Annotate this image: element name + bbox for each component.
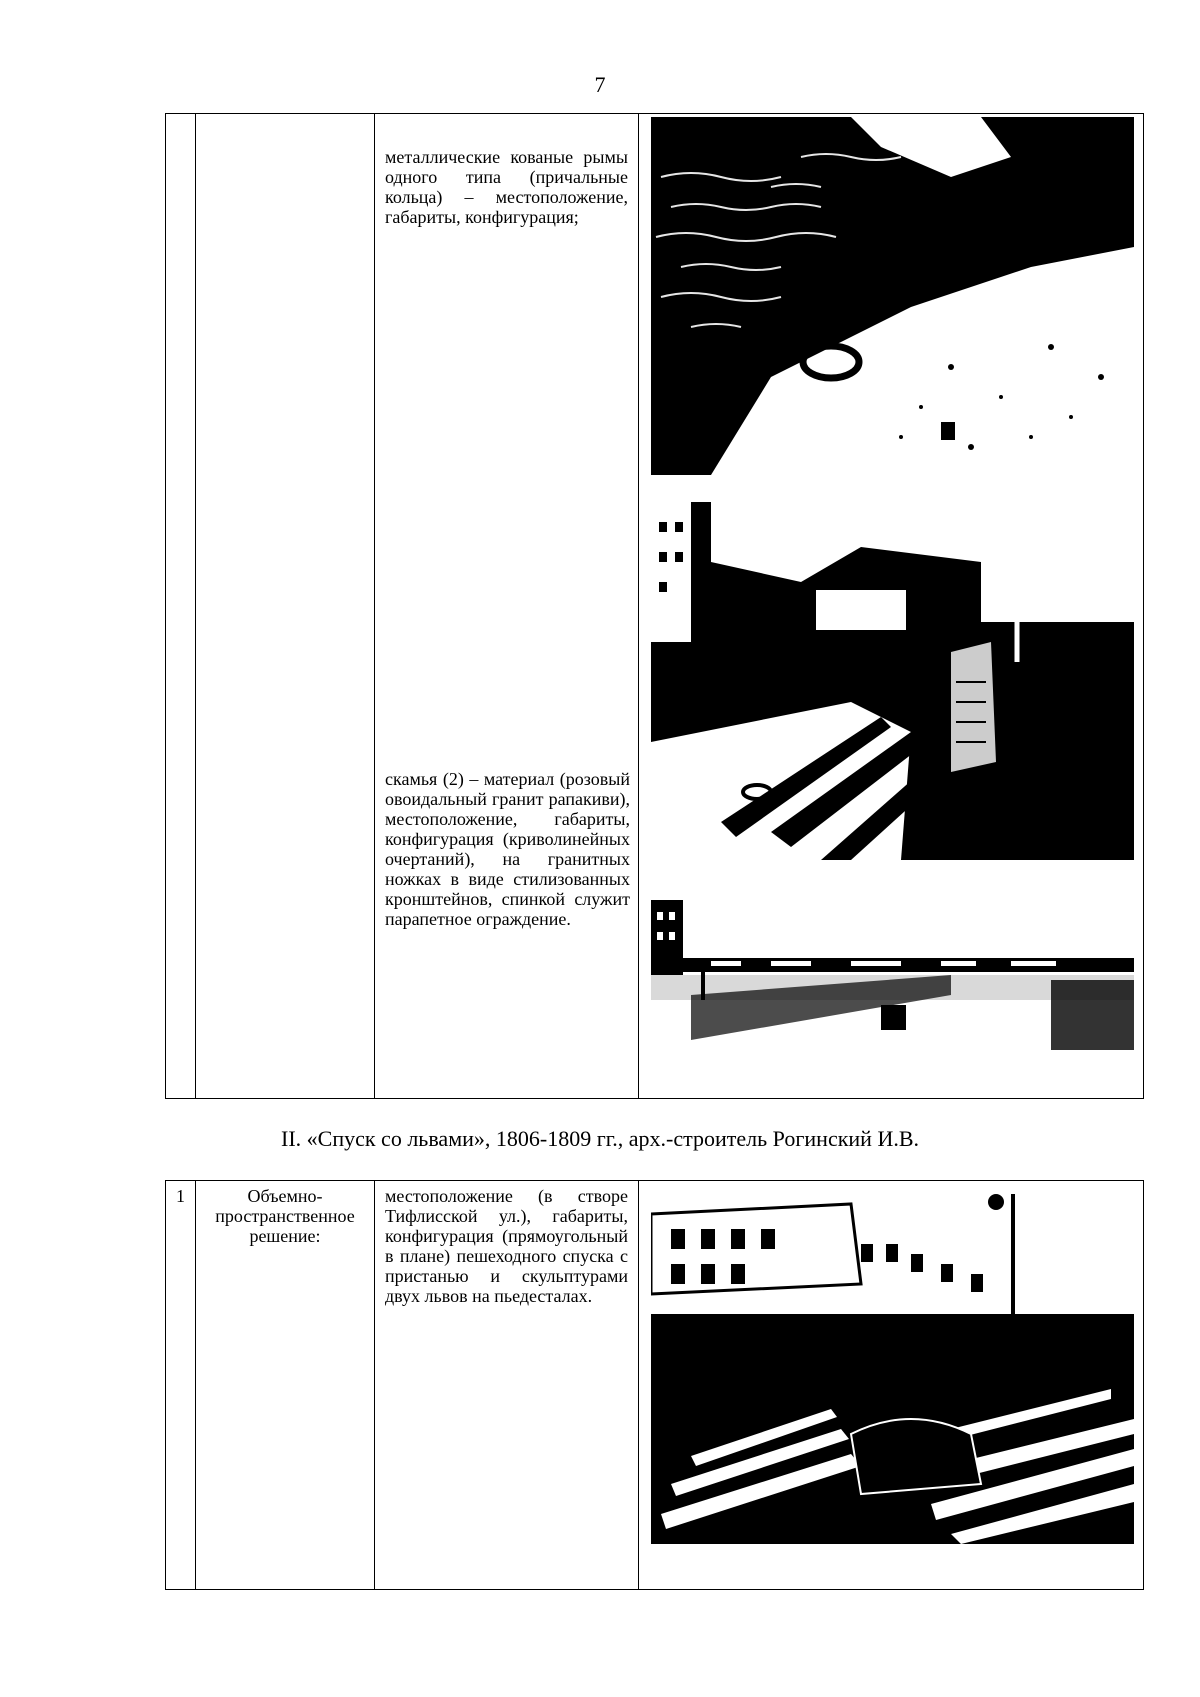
row-label-cell bbox=[196, 1181, 375, 1590]
row-number-cell bbox=[166, 114, 196, 1099]
page-number: 7 bbox=[594, 72, 606, 97]
description-cell bbox=[375, 1181, 639, 1590]
section-heading: II. «Спуск со львами», 1806-1809 гг., арх.-строитель Рогинский И.В. bbox=[281, 1126, 919, 1151]
mooring-ring-photo bbox=[651, 117, 1134, 475]
mooring-rings-description: металлические кованые рымы одного типа (причальные кольца) – местоположение, габариты, конфигурация; bbox=[385, 147, 628, 227]
bench-description: скамья (2) – материал (розовый овоидальный гранит рапакиви), местоположение, габариты, конфигурация (криволинейных очертаний), на гранитных ножках в виде стилизованных кронштейнов, спинкой служит парапетное ограждение. bbox=[385, 769, 630, 929]
row-number: 1 bbox=[176, 1186, 185, 1206]
embankment-panorama-photo bbox=[651, 900, 1134, 1060]
row-number-cell bbox=[166, 1181, 196, 1590]
row-label: Объемно-пространственное решение: bbox=[215, 1186, 355, 1246]
embankment-bench-photo bbox=[651, 502, 1134, 860]
description-cell bbox=[375, 114, 639, 1099]
row-label-cell bbox=[196, 114, 375, 1099]
lion-descent-photo bbox=[651, 1184, 1134, 1544]
descent-description: местоположение (в створе Тифлисской ул.), габариты, конфигурация (прямоугольный в плане) пешеходного спуска с пристанью и скульптурами двух львов на пьедесталах. bbox=[385, 1186, 628, 1306]
